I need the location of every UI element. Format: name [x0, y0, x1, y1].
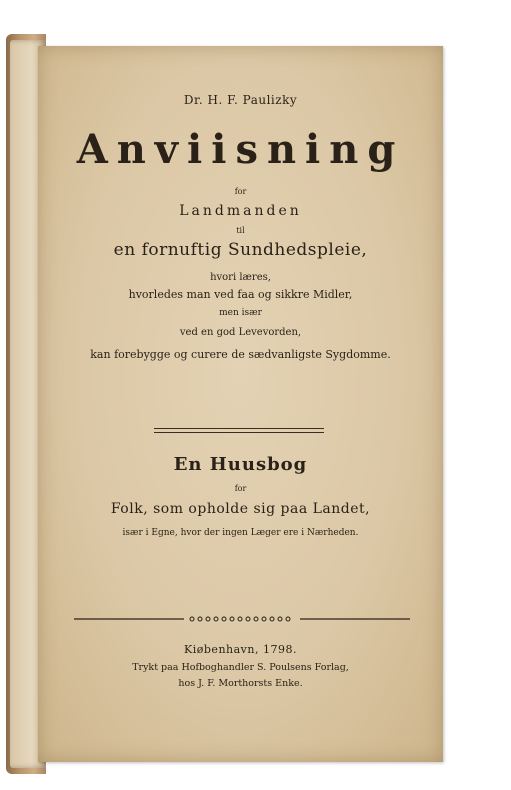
ornamental-rule [74, 616, 410, 622]
hvori-line: hvori læres, [210, 272, 271, 283]
title-page [38, 46, 443, 762]
kan-line: kan forebygge og curere de sædvanligste Sygdomme. [90, 348, 391, 361]
imprint-printer-line-1: Trykt paa Hofboghandler S. Poulsens Forlag, [132, 662, 349, 673]
book-title: Anviisning [76, 126, 405, 173]
hvorledes-line: hvorledes man ved faa og sikkre Midler, [128, 288, 353, 301]
folk-line: Folk, som opholde sig paa Landet, [110, 501, 371, 517]
subtitle-line: en fornuftig Sundhedspleie, [113, 240, 368, 260]
audience-line: Landmanden [179, 203, 302, 219]
divider-rule [154, 428, 324, 433]
isaer-line: især i Egne, hvor der ingen Læger ere i Nærheden. [122, 528, 359, 538]
imprint-printer-line-2: hos J. F. Morthorsts Enke. [178, 678, 303, 689]
ved-line: ved en god Levevorden, [179, 327, 302, 338]
men-line: men især [219, 308, 262, 318]
huusbog-heading: En Huusbog [173, 454, 308, 475]
author-line: Dr. H. F. Paulizky [183, 93, 298, 107]
til-line: til [236, 226, 245, 235]
imprint-place-year: Kiøbenhavn, 1798. [184, 643, 297, 656]
for-line-2: for [234, 484, 247, 493]
for-line: for [234, 187, 247, 196]
